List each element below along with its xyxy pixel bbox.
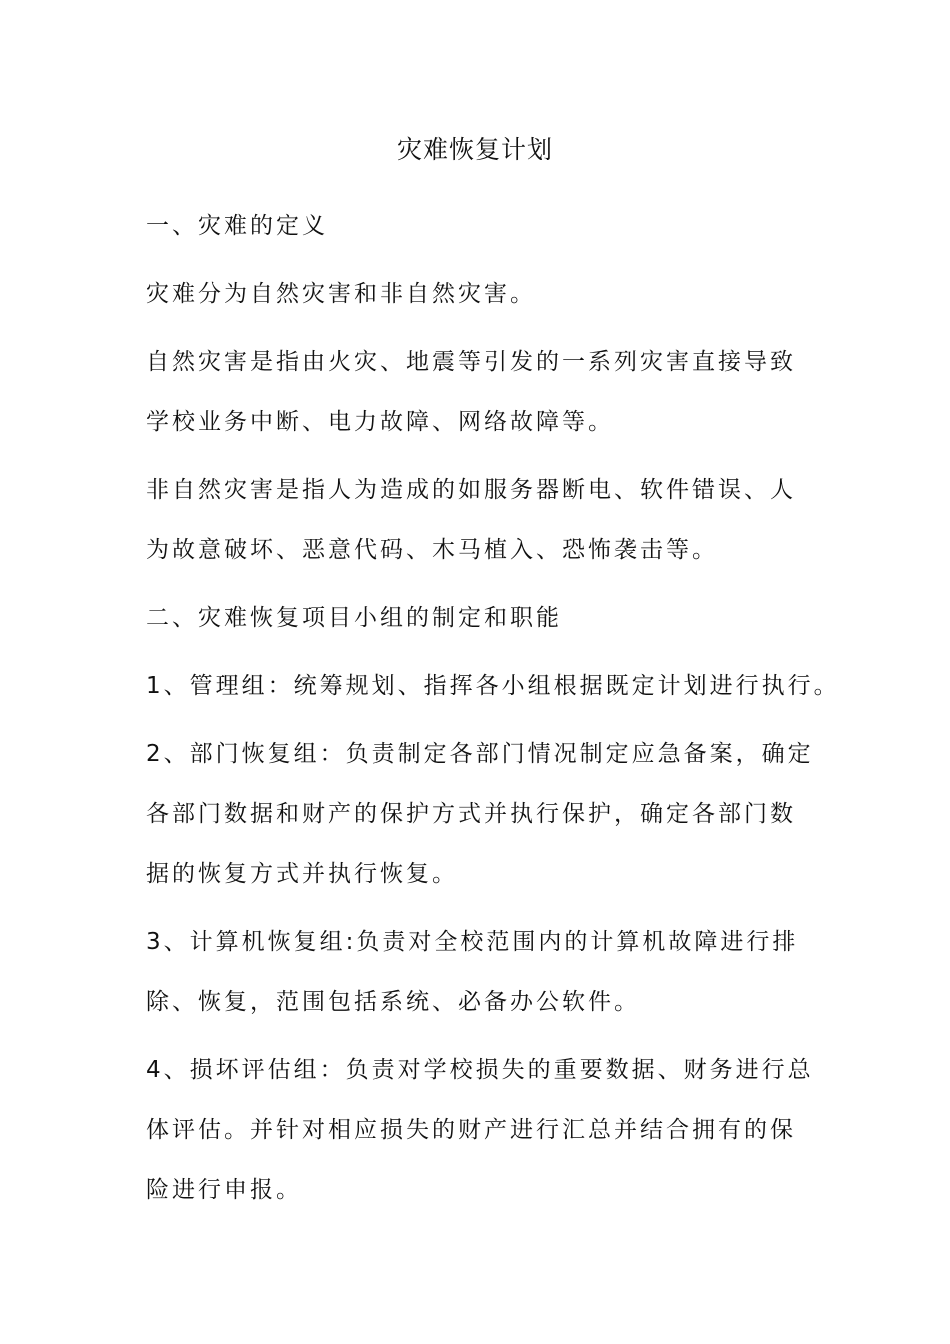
list-item-management-group — [146, 656, 840, 716]
text-line: 非自然灾害是指人为造成的如服务器断电、软件错误、人 — [146, 477, 796, 503]
text-line: 4、损坏评估组：负责对学校损失的重要数据、财务进行总 — [146, 1057, 814, 1083]
text-line: 为故意破坏、恶意代码、木马植入、恐怖袭击等。 — [146, 537, 718, 563]
text-line: 2、部门恢复组：负责制定各部门情况制定应急备案，确定 — [146, 741, 814, 767]
text-line: 一、灾难的定义 — [146, 213, 328, 239]
list-item-computer-recovery-group — [146, 912, 811, 1032]
text-line: 据的恢复方式并执行恢复。 — [146, 861, 458, 887]
text-line: 险进行申报。 — [146, 1177, 302, 1203]
list-item-department-recovery-group — [146, 724, 814, 904]
section-heading-2 — [146, 588, 811, 648]
paragraph-non-natural-disaster — [146, 460, 811, 580]
document-body — [146, 196, 840, 1228]
text-line: 3、计算机恢复组:负责对全校范围内的计算机故障进行排 — [146, 929, 799, 955]
paragraph-disaster-types — [146, 264, 811, 324]
list-item-damage-assessment-group — [146, 1040, 814, 1220]
document-title: 灾难恢复计划 — [396, 135, 553, 164]
text-line: 二、灾难恢复项目小组的制定和职能 — [146, 605, 562, 631]
text-line: 自然灾害是指由火灾、地震等引发的一系列灾害直接导致 — [146, 349, 796, 375]
text-line: 除、恢复，范围包括系统、必备办公软件。 — [146, 989, 640, 1015]
paragraph-natural-disaster — [146, 332, 811, 452]
text-line: 各部门数据和财产的保护方式并执行保护，确定各部门数 — [146, 801, 796, 827]
text-line: 1、管理组：统筹规划、指挥各小组根据既定计划进行执行。 — [146, 673, 840, 699]
text-line: 学校业务中断、电力故障、网络故障等。 — [146, 409, 614, 435]
text-line: 体评估。并针对相应损失的财产进行汇总并结合拥有的保 — [146, 1117, 796, 1143]
text-line: 灾难分为自然灾害和非自然灾害。 — [146, 281, 536, 307]
section-heading-1 — [146, 196, 811, 256]
